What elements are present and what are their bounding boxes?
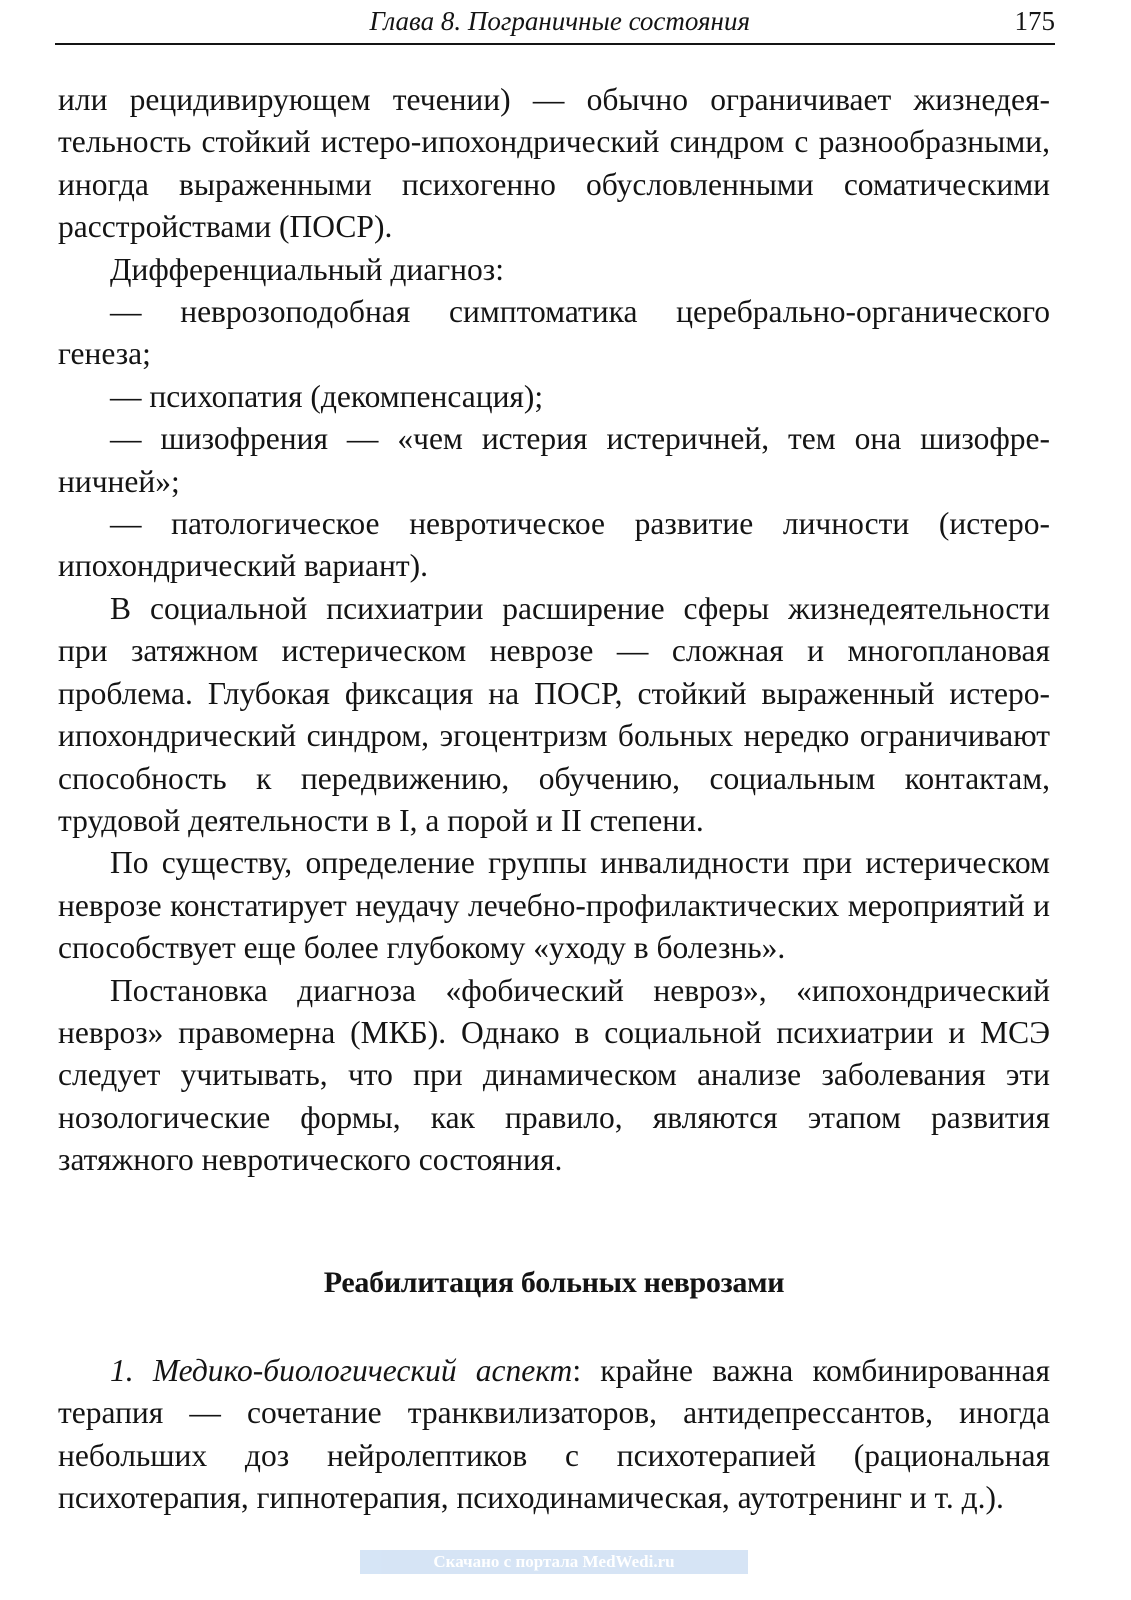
aspect-label: 1. Медико-биологический аспект bbox=[110, 1352, 573, 1388]
list-item-psychopathy: — психопатия (декомпенсация); bbox=[110, 378, 544, 414]
watermark-banner: Скачано с портала MedWedi.ru bbox=[360, 1550, 748, 1574]
chapter-title: Глава 8. Пограничные состояния bbox=[369, 6, 750, 36]
paragraph-differential-heading: Дифференциальный диагноз: bbox=[110, 251, 504, 287]
list-item-schizophrenia: — шизофрения — «чем истерия истеричней, тем она шизофреничней»; bbox=[58, 421, 1050, 499]
section-heading: Реабилитация больных неврозами bbox=[323, 1265, 785, 1299]
paragraph-disability-group: По существу, определение группы инвалидности при истерическом неврозе констатирует неудачу лечебно-профилактических мероприятий и способствует еще более глубокому «уходу в болезнь». bbox=[58, 845, 1050, 966]
paragraph-medical-aspect bbox=[58, 1350, 1050, 1520]
list-item-organic: — неврозоподобная симптоматика церебрально-органического генеза; bbox=[58, 294, 1050, 372]
running-header bbox=[55, 6, 1055, 42]
paragraph-continuation: или рецидивирующем течении) — обычно ограничивает жизнедеятельность стойкий истеро-ипохондрический синдром с разнообразными, иногда выраженными психогенно обусловленными соматическими расстройствами (ПОСР). bbox=[58, 82, 1050, 245]
page-number: 175 bbox=[1014, 6, 1055, 36]
header-rule bbox=[55, 43, 1055, 45]
paragraph-diagnosis: Постановка диагноза «фобический невроз», «ипохондрический невроз» правомерна (МКБ). Однако в социальной психиатрии и МСЭ следует учитывать, что при динамическом анализе заболевания эти нозологические формы, как правило, являются этапом развития затяжного невротического состояния. bbox=[58, 972, 1050, 1178]
page-body bbox=[58, 79, 1050, 1520]
list-item-neurotic-development: — патологическое невротическое развитие личности (истеро-ипохондрический вариант). bbox=[58, 506, 1050, 584]
paragraph-social-psychiatry: В социальной психиатрии расширение сферы жизнедеятельности при затяжном истерическом неврозе — сложная и многоплановая проблема. Глубокая фиксация на ПОСР, стойкий выраженный истеро-ипохондрический синдром, эгоцентризм больных нередко ограничивают способность к передвижению, обучению, социальным контактам, трудовой деятельности в I, а порой и II степени. bbox=[58, 590, 1050, 838]
aspect-text: : крайне важна комбинированная терапия — сочетание транквилизаторов, антидепрессантов, иногда небольших доз нейролептиков с психотерапией (рациональная психотерапия, гипнотерапия, психодинамическая, аутотренинг и т. д.). bbox=[58, 1352, 1050, 1516]
